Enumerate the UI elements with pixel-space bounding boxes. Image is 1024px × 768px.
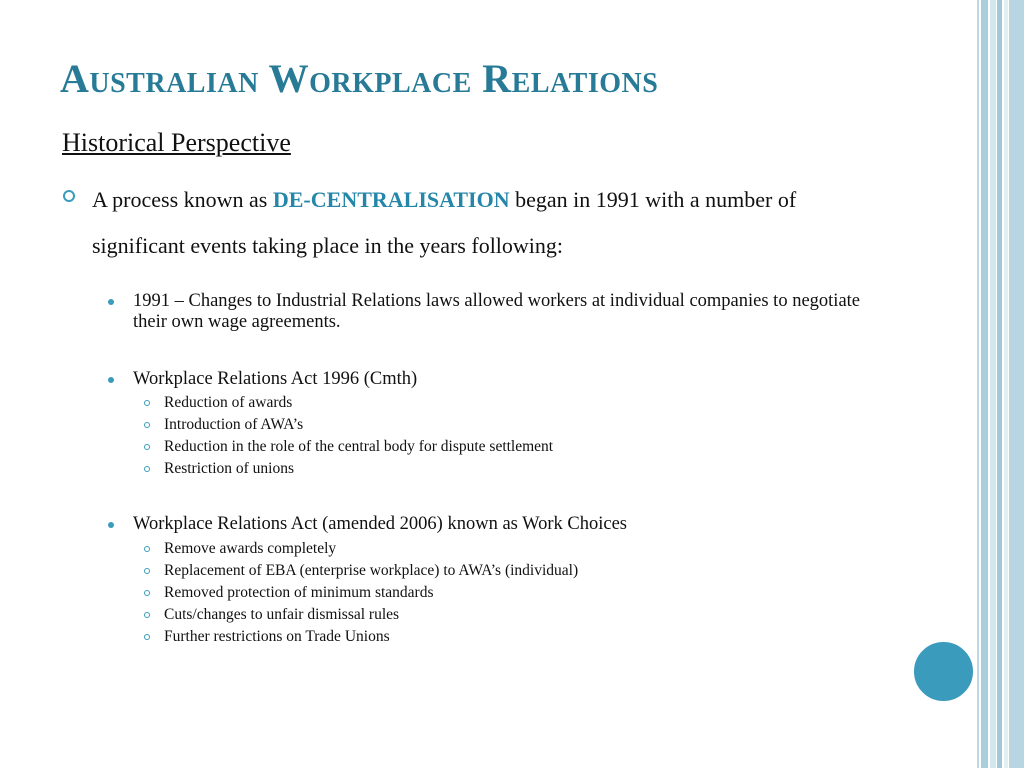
main-point-text-after: began in 1991 with a number of significant events taking place in the years following: — [92, 187, 797, 258]
sub-bullet-point: Cuts/changes to unfair dismissal rules — [164, 606, 400, 623]
decorative-stripe — [1004, 0, 1008, 768]
decorative-stripe — [990, 0, 996, 768]
decorative-stripe — [981, 0, 988, 768]
bullet-point: 1991 – Changes to Industrial Relations laws allowed workers at individual companies to negotiate their own wage agreements. — [133, 291, 861, 332]
sub-bullet-point: Replacement of EBA (enterprise workplace) to AWA’s (individual) — [164, 562, 579, 579]
sub-bullet-icon — [144, 444, 150, 450]
sub-bullet-point: Further restrictions on Trade Unions — [164, 628, 390, 645]
sub-bullet-point: Reduction in the role of the central body for dispute settlement — [164, 438, 554, 455]
sub-bullet-icon — [144, 568, 150, 574]
sub-bullet-point: Removed protection of minimum standards — [164, 584, 434, 601]
bullet-icon — [108, 377, 114, 383]
bullet-icon — [108, 522, 114, 528]
sub-bullet-point: Introduction of AWA’s — [164, 416, 304, 433]
sub-bullet-icon — [144, 546, 150, 552]
main-point-text-before: A process known as — [92, 187, 273, 212]
sub-bullet-icon — [144, 422, 150, 428]
sub-bullet-point: Restriction of unions — [164, 460, 295, 477]
sub-bullet-icon — [144, 590, 150, 596]
bullet-icon — [108, 299, 114, 305]
sub-bullet-icon — [144, 400, 150, 406]
decorative-stripe — [997, 0, 1002, 768]
sub-bullet-icon — [144, 466, 150, 472]
decorative-stripe — [977, 0, 979, 768]
slide-title: Australian Workplace Relations — [60, 56, 659, 101]
main-point-highlight: DE-CENTRALISATION — [272, 187, 510, 212]
bullet-point: Workplace Relations Act (amended 2006) known as Work Choices — [133, 514, 628, 534]
slide-subtitle: Historical Perspective — [62, 128, 291, 157]
decorative-stripe — [1009, 0, 1024, 768]
main-bullet-icon — [63, 190, 75, 202]
main-point — [92, 177, 892, 269]
sub-bullet-point: Reduction of awards — [164, 394, 293, 411]
sub-bullet-icon — [144, 612, 150, 618]
sub-bullet-icon — [144, 634, 150, 640]
bullet-point: Workplace Relations Act 1996 (Cmth) — [133, 369, 418, 389]
sub-bullet-point: Remove awards completely — [164, 540, 337, 557]
decorative-circle — [912, 640, 975, 703]
